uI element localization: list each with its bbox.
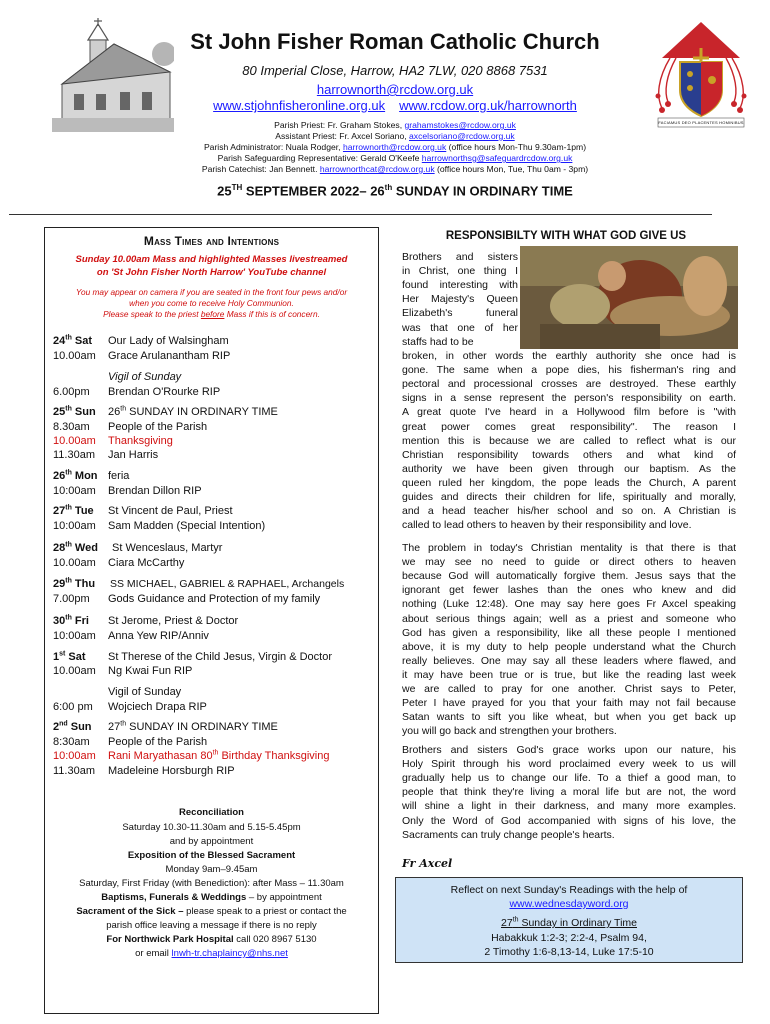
date-heading: 25TH SEPTEMBER 2022– 26th SUNDAY IN ORDINARY TIME (217, 183, 573, 199)
mass-intention: SS MICHAEL, GABRIEL & RAPHAEL, Archangels (110, 578, 345, 590)
article-line: Only the Word of God accompanied with signs of his love, the (402, 814, 736, 827)
article-painting-image (520, 246, 738, 349)
next-sunday-title: 27th Sunday in Ordinary Time (501, 916, 637, 929)
camera-notice-line2: when you come to receive Holy Communion. (129, 298, 294, 308)
article-line: pectoral and processional crosses are destroyed. These earthly (402, 378, 736, 391)
article-line: guides and directs their children for life, spiritually and morally, (402, 491, 736, 503)
mass-time: 6:00 pm (53, 701, 93, 713)
mass-time: 10:00am (53, 630, 96, 642)
article-line: gradually help us to change our life. To a thief a good man, to (402, 772, 736, 785)
page-title: St John Fisher Roman Catholic Church (190, 29, 600, 54)
mass-time: 10.00am (53, 350, 96, 362)
staff-catechist: Parish Catechist: Jan Bennett. harrownorthcat@rcdow.org.uk (office hours Mon, Tue, Thu 0am - 3pm) (201, 164, 589, 174)
mass-intention: feria (108, 470, 130, 482)
parish-email-link[interactable] (150, 82, 640, 97)
mass-intention: Sam Madden (Special Intention) (108, 520, 266, 532)
crest-motto: FACIAMUS DEO PLACENTES HOMINIBUS (658, 120, 744, 125)
mass-day-25-sun: 25th Sun (53, 405, 96, 418)
mass-intention: Our Lady of Walsingham (108, 335, 229, 347)
mass-intention: St Jerome, Priest & Doctor (108, 615, 239, 627)
article-line: above, it is my duty to help people understand what the Church (402, 640, 736, 653)
article-line: staffs had to be (402, 335, 474, 348)
exposition-saturday: Saturday, First Friday (with Benediction): after Mass – 11.30am (79, 878, 344, 889)
article-line: we are called to pray for one another. Christ says to Peter, (402, 683, 736, 695)
mass-intention: St Vincent de Paul, Priest (108, 505, 233, 517)
mass-day-27-tue: 27th Tue (53, 504, 94, 517)
article-line: because God will automatically forgive them. Jesus says that the (402, 570, 736, 583)
safeguarding-email-link[interactable]: harrownorthsg@safeguardrcdow.org.uk (421, 153, 573, 163)
article-line: Holy Spirit through his word proclaimed every week to us will (402, 758, 736, 771)
article-line: was that one of her (402, 321, 518, 334)
mass-intention: Grace Arulanantham RIP (108, 350, 231, 362)
mass-intention: Anna Yew RIP/Anniv (108, 630, 209, 642)
article-signature: Fr Axcel (402, 857, 453, 870)
mass-intention: People of the Parish (108, 421, 208, 433)
mass-day-2-sun: 2nd Sun (53, 720, 92, 733)
mass-intention: Vigil of Sunday (108, 371, 182, 383)
mass-intention: Wojciech Drapa RIP (108, 701, 207, 713)
website-links (150, 98, 640, 113)
article-line: in Christ, one thing I (402, 265, 518, 278)
article-line: A great quote I've heard in a Hollywood film before is "with (402, 406, 736, 419)
mass-time-livestreamed: 10.00am (53, 435, 96, 447)
sick-line1: Sacrament of the Sick – please speak to a priest or contact the (76, 906, 347, 917)
website-link-stjohnfisher[interactable]: www.stjohnfisheronline.org.uk (213, 98, 386, 113)
hospital-email-line: or email lnwh-tr.chaplaincy@nhs.net (135, 948, 288, 959)
mass-intention: Madeleine Horsburgh RIP (108, 765, 235, 777)
reconciliation-times: Saturday 10.30-11.30am and 5.15-5.45pm (122, 822, 301, 833)
church-address: 80 Imperial Close, Harrow, HA2 7LW, 020 8868 7531 (242, 63, 548, 78)
exposition-monday: Monday 9am–9.45am (165, 864, 258, 875)
mass-intention: Vigil of Sunday (108, 686, 182, 698)
article-line: gone. The same when a pope dies, his fisherman's ring and (402, 364, 736, 377)
camera-notice-line1: You may appear on camera if you are seated in the front four pews and/or (75, 287, 348, 297)
article-line: Brothers and sisters God's grace works upon our nature, his (402, 744, 736, 756)
mass-time-livestreamed: 10:00am (53, 750, 96, 762)
mass-intention: Brendan Dillon RIP (108, 485, 202, 497)
baptisms-line: Baptisms, Funerals & Weddings – by appointment (101, 892, 322, 903)
exposition-title: Exposition of the Blessed Sacrament (127, 850, 296, 861)
article-line: and a head teacher his/her school and so on. A Christian is (402, 505, 736, 518)
readings-line1: Habakkuk 1:2-3; 2:2-4, Psalm 94, (491, 932, 647, 944)
assistant-email-link[interactable]: axcelsoriano@rcdow.org.uk (409, 131, 515, 141)
article-line: broken, in other words the earthly authority she once had is (402, 350, 736, 362)
priest-email-link[interactable]: grahamstokes@rcdow.org.uk (404, 120, 516, 130)
header-divider (9, 214, 712, 215)
mass-intention: Ciara McCarthy (108, 557, 185, 569)
mass-day-26-mon: 26th Mon (53, 469, 98, 482)
website-link-rcdow[interactable]: www.rcdow.org.uk/harrownorth (399, 98, 577, 113)
staff-assistant-priest: Assistant Priest: Fr. Axcel Soriano, axcelsoriano@rcdow.org.uk (275, 131, 515, 141)
readings-line2: 2 Timothy 1:6-8,13-14, Luke 17:5-10 (484, 946, 654, 958)
hospital-email-link[interactable]: lnwh-tr.chaplaincy@nhs.net (171, 948, 288, 959)
article-line: it may have been true or is true, but like the reading last week (402, 668, 736, 681)
staff-parish-priest: Parish Priest: Fr. Graham Stokes, grahamstokes@rcdow.org.uk (274, 120, 516, 130)
mass-time: 10.00am (53, 557, 96, 569)
mass-day-1-sat: 1st Sat (53, 650, 86, 663)
admin-email-link[interactable]: harrownorth@rcdow.org.uk (342, 142, 447, 152)
article-line: Peter I have prayed for you that your faith may not fail because (402, 697, 736, 710)
article-line: we may see no need to guide or direct others to heaven (402, 556, 736, 569)
mass-intention: St Therese of the Child Jesus, Virgin & Doctor (108, 651, 332, 663)
reflect-intro: Reflect on next Sunday's Readings with the help of (450, 884, 688, 896)
article-line: The problem in today's Christian mentality is that there is that (402, 542, 736, 554)
article-line: Satan wants to sift you like wheat, but when you get back up (402, 711, 736, 724)
mass-time: 8:30am (53, 736, 90, 748)
mass-intention: Brendan O'Rourke RIP (108, 386, 221, 398)
mass-time: 7.00pm (53, 593, 90, 605)
article-line: will shine a light in their darkness, and many more examples. (402, 800, 736, 813)
mass-time: 6.00pm (53, 386, 90, 398)
article-line: great power comes great responsibility". The reason I (402, 420, 736, 433)
mass-day-29-thu: 29th Thu (53, 577, 96, 590)
mass-time: 11.30am (53, 449, 95, 461)
article-line: about serious things again; well as a priest and someone who (402, 612, 736, 625)
catechist-email-link[interactable]: harrownorthcat@rcdow.org.uk (319, 164, 435, 174)
mass-intention: 27th SUNDAY IN ORDINARY TIME (108, 720, 278, 733)
mass-intention: Gods Guidance and Protection of my family (108, 593, 321, 605)
article-line: authority we have been given through our baptism. As the (402, 462, 736, 475)
camera-notice-line3: Please speak to the priest before Mass if this is of concern. (103, 309, 320, 319)
article-line: you will go back and strengthen your brothers. (402, 725, 617, 738)
livestream-notice-line2: on 'St John Fisher North Harrow' YouTube channel (96, 267, 327, 278)
article-line: found interesting with (402, 279, 518, 292)
mass-day-30-fri: 30th Fri (53, 614, 89, 627)
article-line: Elizabeth's funeral (402, 307, 518, 320)
hospital-line: For Northwick Park Hospital call 020 8967 5130 (106, 934, 317, 945)
mass-intention: People of the Parish (108, 736, 208, 748)
mass-day-24-sat: 24th Sat (53, 334, 93, 347)
mass-intention: Jan Harris (108, 449, 159, 461)
wednesday-word-link[interactable]: www.wednesdayword.org (509, 898, 629, 910)
article-line: really believes. One may say all these leaders where flawed, and (402, 654, 736, 667)
article-line: people that think they're living a moral life but are not, the word (402, 786, 736, 799)
mass-times-title: Mass Times and Intentions (143, 234, 280, 248)
mass-time: 10:00am (53, 520, 96, 532)
article-line: mention this is because we are called to reflect what is our (402, 434, 736, 447)
diocese-crest-logo (648, 18, 754, 130)
article-line: queen ruled her kingdom, the pope leads the Church, A parent (402, 476, 736, 489)
article-line: Christian responsibility towards others and what kind of (402, 448, 736, 461)
wednesday-word-link-row (395, 898, 743, 910)
article-line: Brothers and sisters (402, 251, 518, 263)
reconciliation-title: Reconciliation (179, 807, 244, 818)
mass-time: 8.30am (53, 421, 90, 433)
sick-line2: parish office leaving a message if there is no reply (106, 920, 317, 931)
mass-intention-livestreamed: Thanksgiving (108, 435, 173, 447)
mass-intention-livestreamed: Rani Maryathasan 80th Birthday Thanksgiving (108, 749, 330, 762)
reconciliation-appointment: and by appointment (169, 836, 254, 847)
article-line: Sacraments can truly change people's hearts. (402, 828, 615, 841)
mass-day-28-wed: 28th Wed (53, 541, 98, 554)
mass-intention: 26th SUNDAY IN ORDINARY TIME (108, 405, 278, 418)
mass-intention: Ng Kwai Fun RIP (108, 665, 193, 677)
livestream-notice-line1: Sunday 10.00am Mass and highlighted Masses livestreamed (75, 254, 348, 265)
mass-time: 10:00am (53, 485, 96, 497)
mass-time: 10.00am (53, 665, 96, 677)
mass-time: 11.30am (53, 765, 95, 777)
staff-administrator: Parish Administrator: Nuala Rodger, harrownorth@rcdow.org.uk (office hours Mon-Thu 9.30am-1pm) (203, 142, 587, 152)
parish-email-text[interactable]: harrownorth@rcdow.org.uk (316, 82, 474, 97)
article-title: RESPONSIBILTY WITH WHAT GOD GIVE US (445, 230, 687, 242)
staff-safeguarding: Parish Safeguarding Representative: Gerald O'Keefe harrownorthsg@safeguardrcdow.org.uk (217, 153, 573, 163)
article-line: signs in a sense represent the person's responsibility on earth. (402, 392, 736, 405)
article-line: nothing (Luke 12:48). One may say here goes Fr Axcel speaking (402, 598, 736, 611)
article-line: Her Majesty's Queen (402, 293, 518, 306)
mass-intention: St Wenceslaus, Martyr (112, 542, 223, 554)
article-line: called to lead others to heaven by their responsibility and love. (402, 519, 692, 532)
article-line: ignorant get fewer lashes than the ones who knew and did (402, 584, 736, 597)
article-line: God has given a responsibility, like all these people I mentioned (402, 626, 736, 639)
